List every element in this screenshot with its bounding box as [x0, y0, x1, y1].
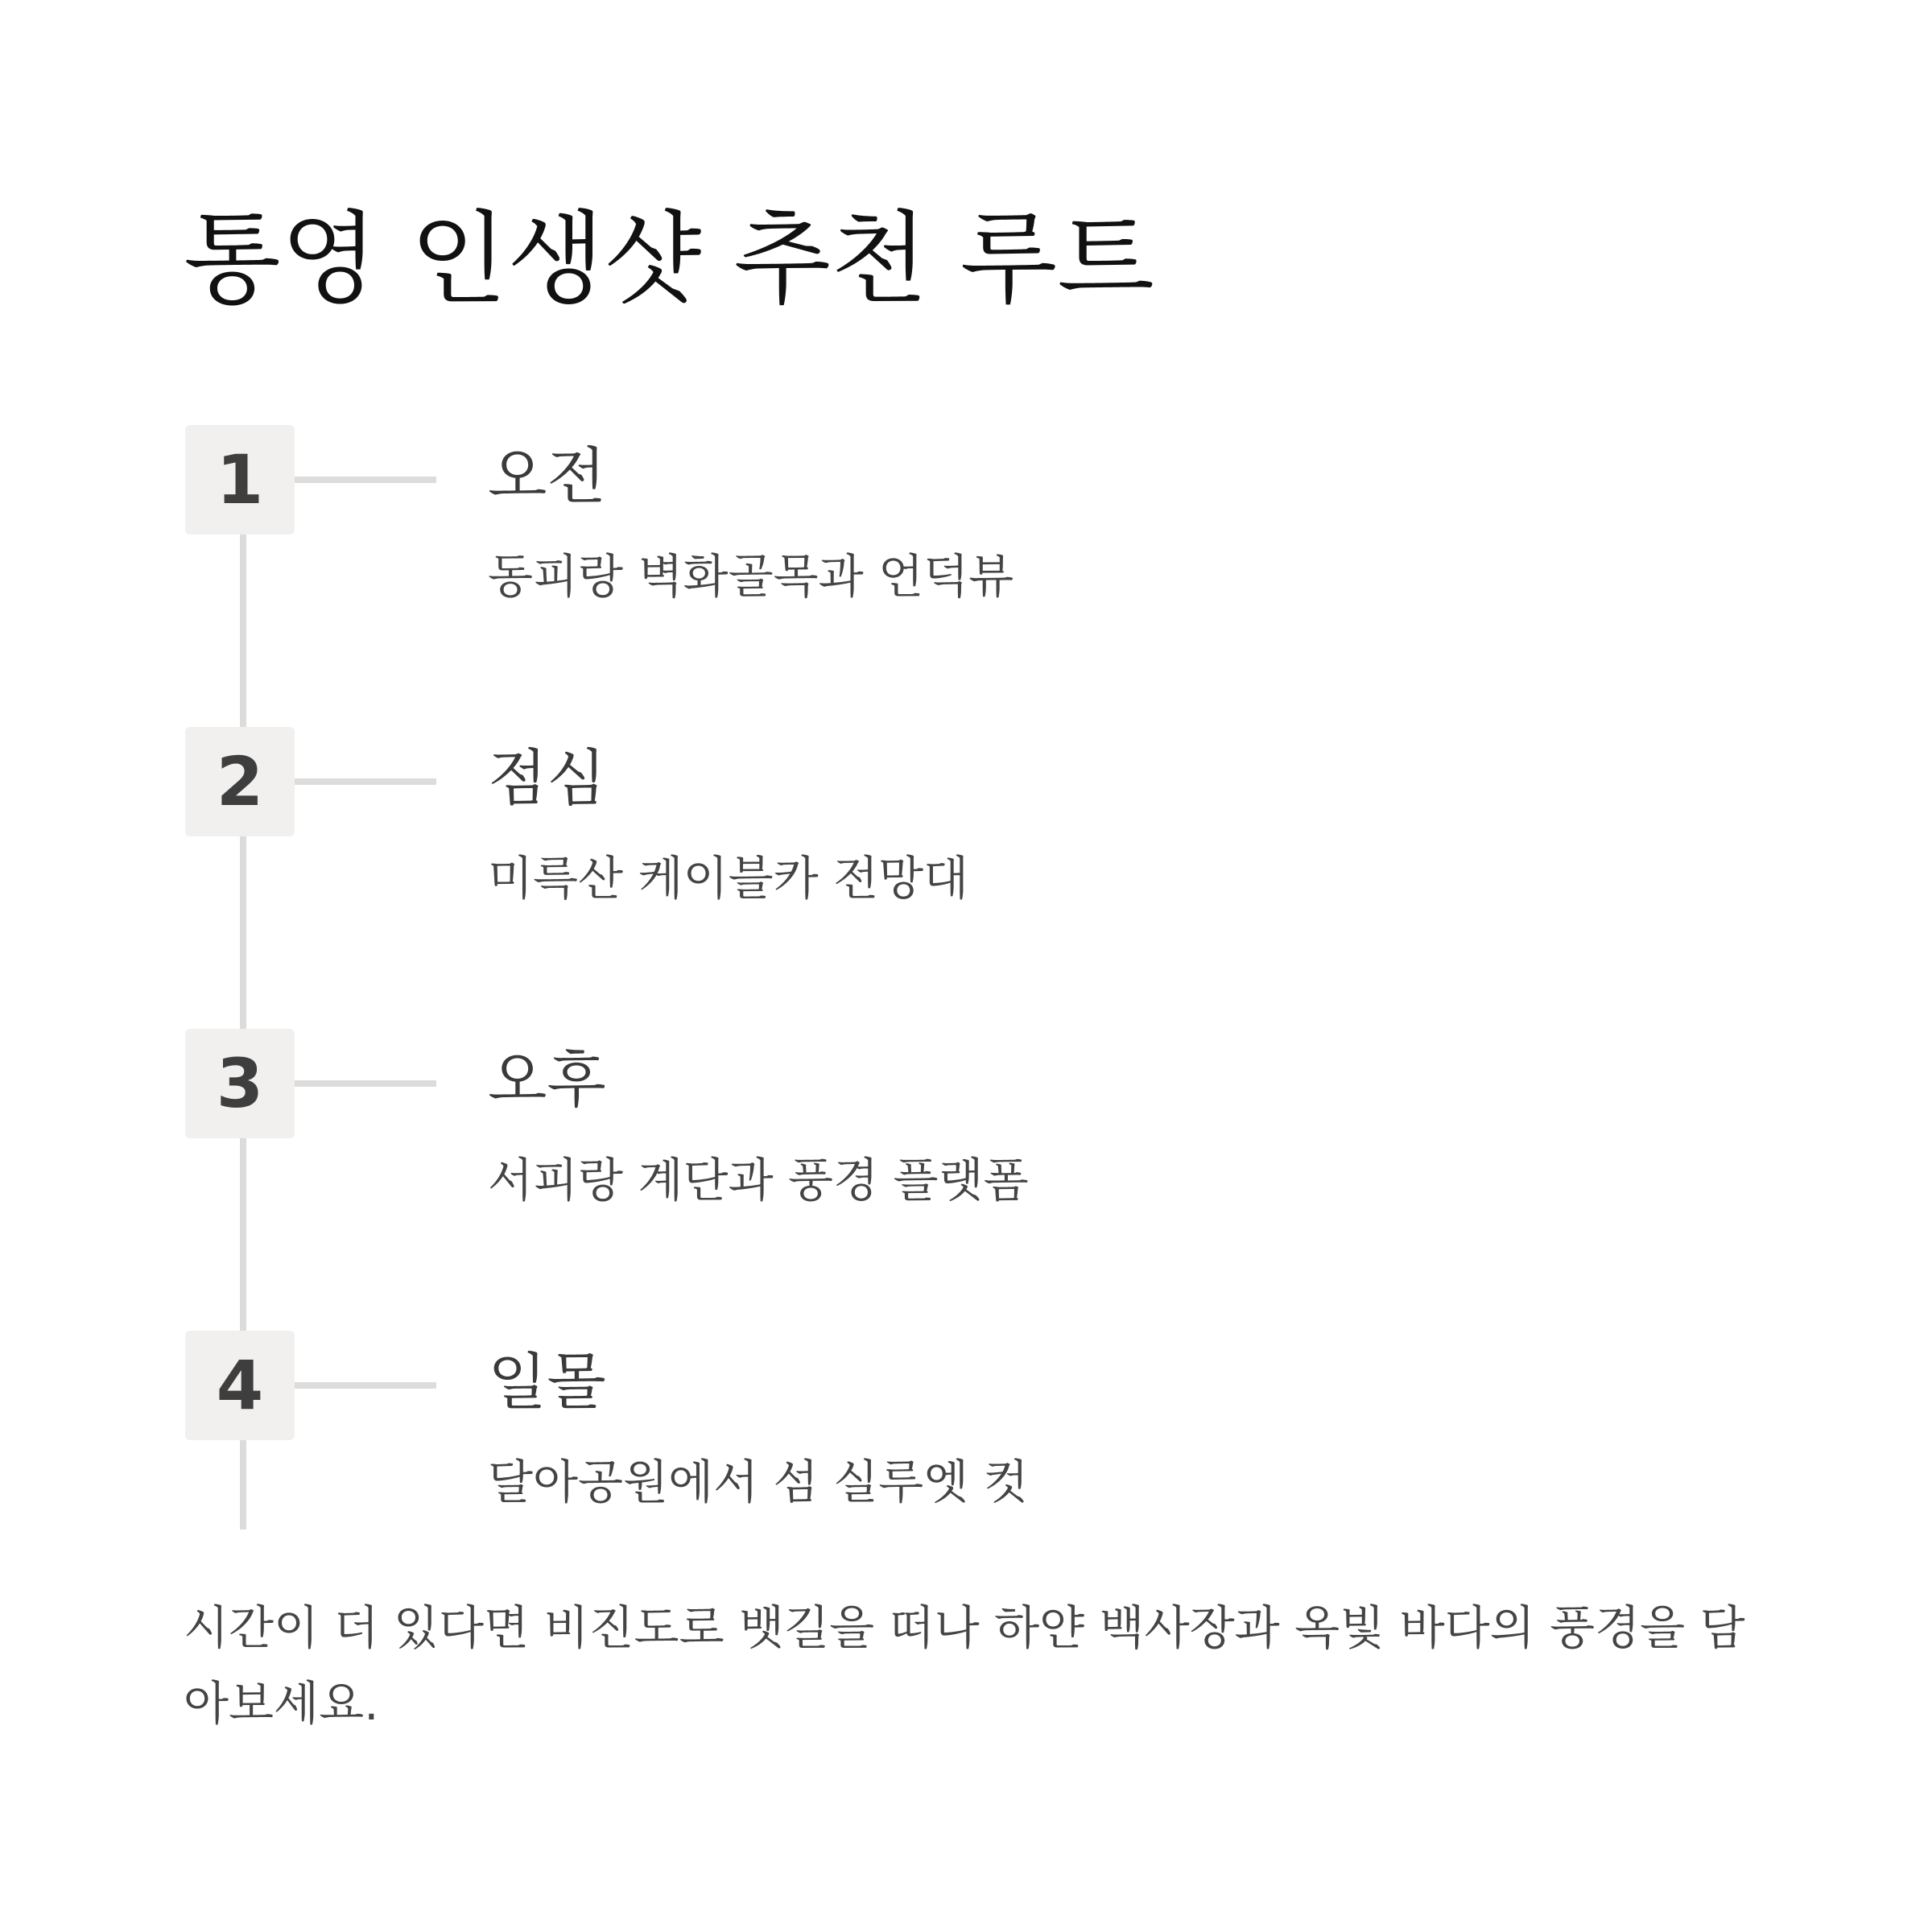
step-time-label: 일몰: [488, 1346, 606, 1418]
step-description: 동피랑 벽화골목과 언덕뷰: [488, 549, 1014, 604]
step-connector-line: [295, 1382, 436, 1389]
step-time-label: 오후: [488, 1044, 606, 1116]
page-title: 통영 인생샷 추천 루트: [184, 201, 1154, 318]
step-number-badge: 4: [185, 1331, 295, 1440]
footer-note: 시간이 더 있다면 비진도로 뱃길을 떠나 하얀 백사장과 옥빛 바다의 풍경을 담아보세요.: [184, 1600, 1745, 1731]
step-description: 서피랑 계단과 풍경 플랫폼: [488, 1153, 1029, 1208]
step-time-label: 점심: [488, 742, 606, 814]
timeline-step-lunch: [0, 727, 1932, 936]
step-time-label: 오전: [488, 440, 606, 512]
step-connector-line: [295, 477, 436, 483]
timeline-step-afternoon: [0, 1029, 1932, 1238]
step-description: 미륵산 케이블카 전망대: [488, 851, 969, 906]
step-connector-line: [295, 1080, 436, 1087]
step-number-badge: 3: [185, 1029, 295, 1138]
step-number-badge: 2: [185, 727, 295, 836]
timeline-step-morning: [0, 425, 1932, 634]
step-connector-line: [295, 778, 436, 785]
step-description: 달아공원에서 섬 실루엣 컷: [488, 1455, 1029, 1509]
timeline-step-sunset: [0, 1331, 1932, 1540]
step-number-badge: 1: [185, 425, 295, 535]
